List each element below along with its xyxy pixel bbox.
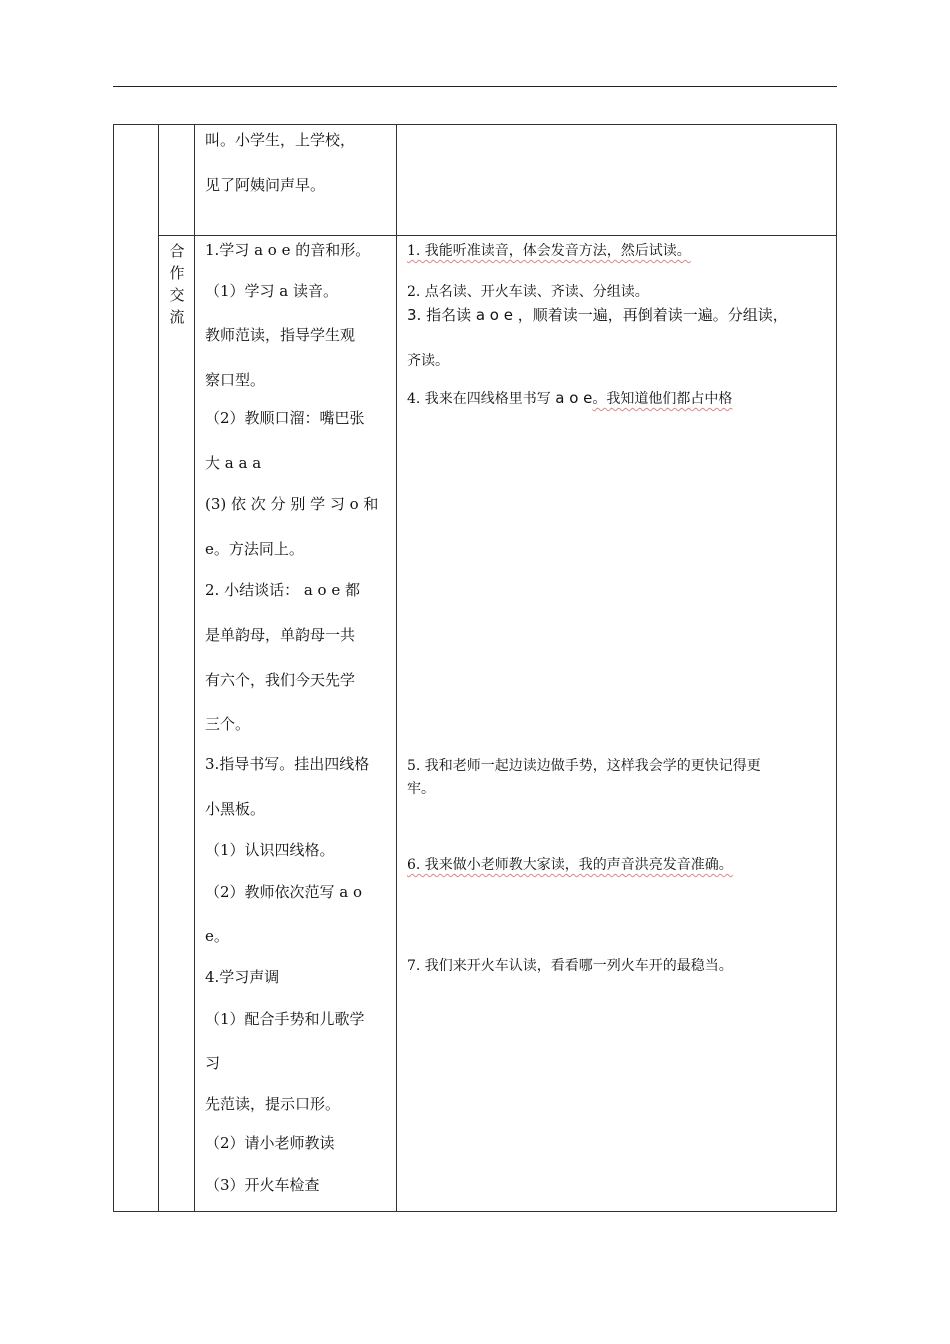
page-header-rule <box>113 86 837 87</box>
table-border-left <box>113 124 114 1212</box>
teacher-line: 是单韵母，单韵母一共 <box>205 626 356 644</box>
student-line-7: 7. 我们来开火车认读，看看哪一列火车开的最稳当。 <box>407 958 733 974</box>
stage-label-char: 合 <box>169 242 185 260</box>
teacher-line: （1）学习 a 读音。 <box>205 282 339 300</box>
student-line-5-cont: 牢。 <box>407 781 435 797</box>
teacher-line: （2）请小老师教读 <box>205 1134 335 1152</box>
teacher-line: （1）认识四线格。 <box>205 841 335 859</box>
student-line-4-suffix: 。我知道他们都占中格 <box>592 391 733 407</box>
teacher-line: 见了阿姨问声早。 <box>205 176 326 194</box>
teacher-line: 三个。 <box>205 715 251 733</box>
teacher-line: 2. 小结谈话： a o e 都 <box>205 581 361 599</box>
teacher-line: 察口型。 <box>205 371 266 389</box>
table-border-bottom <box>113 1211 837 1212</box>
student-line-3-cont: 齐读。 <box>407 353 449 369</box>
lesson-plan-table <box>113 124 837 1212</box>
student-line-6 <box>407 854 733 874</box>
teacher-line: （2）教师依次范写 a o <box>205 883 363 901</box>
teacher-activity-cell <box>195 236 396 1211</box>
teacher-line: （1）配合手势和儿歌学 <box>205 1010 365 1028</box>
student-line-4-prefix: 4. 我来在四线格里书写 <box>407 391 556 407</box>
teacher-line: （3）开火车检查 <box>205 1176 320 1194</box>
teacher-line: 叫。小学生，上学校， <box>205 131 356 149</box>
teacher-line: 4.学习声调 <box>205 968 280 986</box>
teacher-line: 先范读，提示口形。 <box>205 1095 341 1113</box>
student-line-4 <box>407 388 732 408</box>
student-line-1 <box>407 240 691 260</box>
teacher-line: e。方法同上。 <box>205 540 304 558</box>
student-line-5: 5. 我和老师一起边读边做手势，这样我会学的更快记得更 <box>407 758 761 774</box>
top-row-teacher-cell <box>195 124 396 235</box>
student-line-3: 3. 指名读 a o e ，顺着读一遍，再倒着读一遍。分组读， <box>407 306 788 324</box>
stage-label-char: 交 <box>169 286 185 304</box>
student-activity-cell <box>397 236 836 1211</box>
stage-label <box>159 240 195 340</box>
teacher-line: 3.指导书写。挂出四线格 <box>205 755 370 773</box>
teacher-line: （2）教顺口溜：嘴巴张 <box>205 409 365 427</box>
table-border-right <box>836 124 837 1212</box>
teacher-line: 习 <box>205 1054 221 1072</box>
student-line-6-text: 6. 我来做小老师教大家读，我的声音洪亮发音准确。 <box>407 857 733 873</box>
student-line-2: 2. 点名读、开火车读、齐读、分组读。 <box>407 284 649 300</box>
teacher-line: 教师范读，指导学生观 <box>205 326 356 344</box>
student-line-4-letters: a o e <box>555 389 593 407</box>
teacher-line: 有六个，我们今天先学 <box>205 671 356 689</box>
teacher-line: e。 <box>205 927 229 945</box>
teacher-line: 小黑板。 <box>205 800 266 818</box>
teacher-line: (3) 依 次 分 别 学 习 o 和 <box>205 495 379 513</box>
student-line-1-text: 1. 我能听准读音，体会发音方法，然后试读。 <box>407 243 691 259</box>
stage-label-char: 流 <box>169 308 185 326</box>
teacher-line: 大 a a a <box>205 454 262 472</box>
stage-label-char: 作 <box>169 264 185 282</box>
teacher-line: 1.学习 a o e 的音和形。 <box>205 241 371 259</box>
